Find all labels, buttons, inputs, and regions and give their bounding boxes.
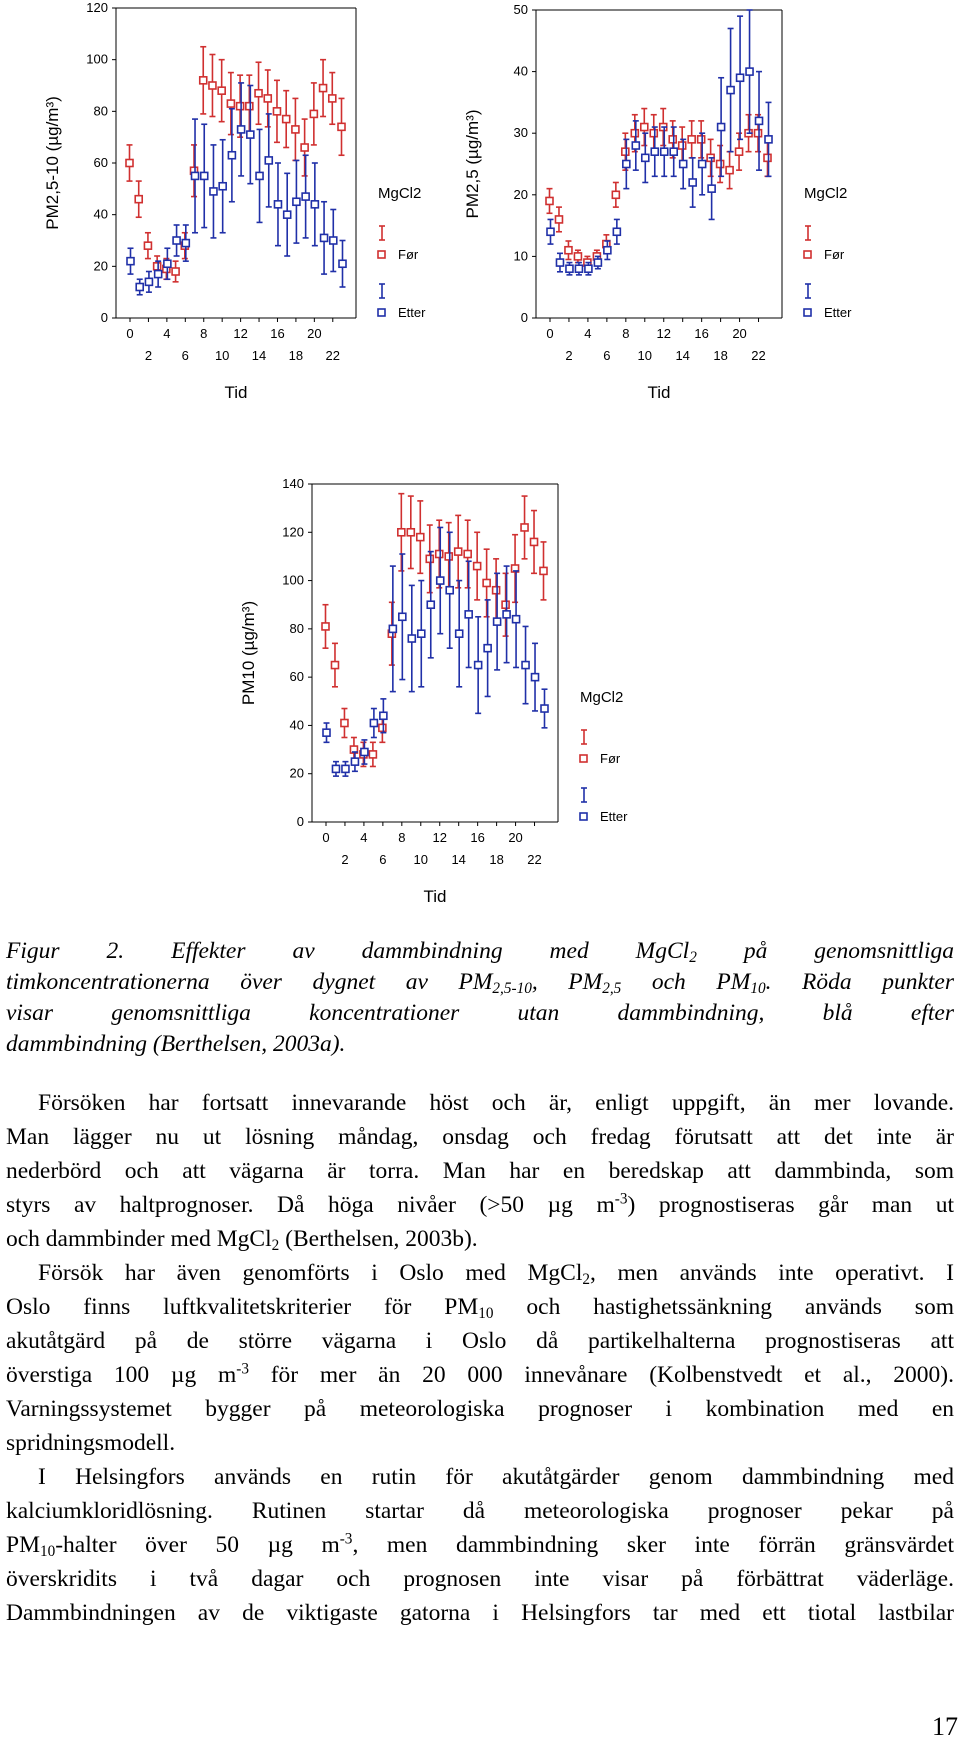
legend-title: MgCl2	[580, 689, 624, 706]
data-point	[246, 103, 253, 110]
x-tick-label: 0	[126, 326, 134, 341]
legend-label: Før	[824, 247, 845, 262]
data-point	[483, 579, 490, 586]
data-point	[540, 567, 547, 574]
data-point	[256, 172, 263, 179]
y-tick-label: 20	[93, 258, 108, 274]
y-tick-label: 0	[520, 310, 528, 325]
y-tick-label: 40	[513, 63, 528, 79]
data-point	[330, 237, 337, 244]
data-point	[651, 148, 658, 155]
x-tick-label: 4	[163, 326, 171, 341]
data-point	[541, 705, 548, 712]
data-point	[688, 136, 695, 143]
data-point	[389, 625, 396, 632]
data-point	[708, 185, 715, 192]
data-point	[379, 724, 386, 731]
x-tick-label: 14	[451, 852, 466, 867]
data-point	[192, 172, 199, 179]
data-point	[426, 555, 433, 562]
data-point	[726, 167, 733, 174]
y-tick-label: 20	[513, 186, 528, 202]
data-point	[436, 551, 443, 558]
data-point	[650, 130, 657, 137]
data-point	[594, 259, 601, 266]
data-point	[465, 611, 472, 618]
x-tick-label: 16	[694, 326, 709, 341]
data-point	[698, 136, 705, 143]
data-point	[219, 183, 226, 190]
data-point	[494, 618, 501, 625]
legend-title: MgCl2	[804, 185, 848, 202]
x-tick-label: 0	[322, 830, 330, 845]
data-point	[361, 748, 368, 755]
y-tick-label: 30	[513, 125, 528, 141]
p3-line-1: I Helsingfors används en rutin för akutåtgärder genom dammbindning med	[38, 1464, 954, 1490]
data-point	[532, 674, 539, 681]
x-tick-label: 10	[214, 348, 230, 363]
x-tick-label: 22	[325, 348, 341, 363]
x-axis-label: Tid	[224, 383, 248, 402]
data-point	[321, 234, 328, 241]
data-point	[641, 124, 648, 131]
data-point	[437, 577, 444, 584]
x-tick-label: 2	[144, 348, 153, 363]
data-point	[283, 116, 290, 123]
data-point	[575, 265, 582, 272]
data-point	[475, 662, 482, 669]
legend-marker	[804, 251, 811, 258]
data-point	[274, 201, 281, 208]
x-tick-label: 10	[637, 348, 653, 363]
pm25-chart	[463, 0, 960, 460]
x-tick-label: 14	[251, 348, 267, 363]
p1-line-4: styrs av haltprognoser. Då höga nivåer (>50 µg $m^{-3}$) prognostiseras går man ut	[6, 1190, 954, 1218]
data-point	[210, 188, 217, 195]
data-point	[155, 271, 162, 278]
x-tick-label: 6	[379, 852, 387, 867]
x-axis-label: Tid	[647, 383, 671, 402]
caption-line-3: visar genomsnittliga koncentrationer utan dammbindning, blå efter	[6, 1000, 954, 1026]
data-point	[717, 161, 724, 168]
p2-line-2: Oslo finns luftkvalitetskriterier för $PM_{10}$ och hastighetssänkning används som	[6, 1294, 954, 1322]
y-tick-label: 50	[513, 2, 528, 17]
x-tick-label: 18	[713, 348, 728, 363]
data-point	[502, 601, 509, 608]
data-point	[342, 765, 349, 772]
data-point	[322, 623, 329, 630]
data-point	[338, 123, 345, 130]
series-Før	[322, 494, 547, 767]
data-point	[755, 130, 762, 137]
x-tick-label: 6	[603, 348, 611, 363]
data-point	[427, 601, 434, 608]
data-point	[145, 278, 152, 285]
data-point	[264, 95, 271, 102]
x-tick-label: 14	[675, 348, 690, 363]
legend-marker	[378, 251, 385, 258]
x-axis-label: Tid	[423, 887, 447, 906]
data-point	[585, 265, 592, 272]
data-point	[127, 258, 134, 265]
data-point	[399, 613, 406, 620]
p2-line-4: överstiga 100 µg $m^{-3}$ för mer än 20 000 innevånare (Kolbenstvedt et al., 2000).	[6, 1360, 954, 1388]
data-point	[522, 662, 529, 669]
p1-line-5: och dammbinder med MgCl$_2$ (Berthelsen, 2003b).	[6, 1226, 478, 1254]
data-point	[302, 193, 309, 200]
data-point	[764, 154, 771, 161]
legend-marker	[580, 755, 587, 762]
x-tick-label: 4	[584, 326, 592, 341]
data-point	[339, 260, 346, 267]
y-tick-label: 100	[86, 51, 108, 67]
legend-label: Før	[600, 751, 621, 766]
y-tick-label: 0	[296, 814, 304, 829]
data-point	[455, 548, 462, 555]
body-text	[6, 1086, 954, 1630]
data-point	[736, 148, 743, 155]
x-tick-label: 16	[470, 830, 485, 845]
y-tick-label: 40	[289, 717, 304, 733]
x-tick-label: 12	[432, 830, 447, 845]
p3-line-3: $PM_{10}$-halter över 50 µg $m^{-3}$, men dammbindning sker inte förrän gränsvärdet	[6, 1530, 954, 1560]
legend-label: Etter	[398, 305, 426, 320]
data-point	[632, 142, 639, 149]
y-axis-label: PM2,5 (µg/m³)	[463, 109, 482, 219]
data-point	[380, 712, 387, 719]
series-Etter	[547, 10, 772, 275]
data-point	[445, 553, 452, 560]
y-tick-label: 60	[93, 155, 108, 170]
data-point	[228, 152, 235, 159]
data-point	[642, 154, 649, 161]
x-tick-label: 22	[527, 852, 542, 867]
y-tick-label: 80	[289, 620, 304, 636]
data-point	[154, 263, 161, 270]
data-point	[418, 630, 425, 637]
x-tick-label: 0	[546, 326, 554, 341]
x-tick-label: 22	[751, 348, 766, 363]
y-tick-label: 10	[513, 248, 528, 264]
x-tick-label: 12	[656, 326, 671, 341]
data-point	[369, 751, 376, 758]
x-tick-label: 18	[489, 852, 504, 867]
p3-line-4: överskridits i två dagar och prognosen inte visar på förbättrat väderläge.	[6, 1566, 954, 1592]
data-point	[464, 551, 471, 558]
data-point	[292, 126, 299, 133]
page-number: 17	[932, 1712, 958, 1741]
x-tick-label: 4	[360, 830, 368, 845]
data-point	[756, 117, 763, 124]
x-tick-label: 12	[233, 326, 248, 341]
data-point	[555, 216, 562, 223]
p2-line-5: Varningssystemet bygger på meteorologiska prognoser i kombination med en	[6, 1396, 954, 1422]
y-tick-label: 0	[100, 310, 108, 325]
legend-marker	[580, 813, 587, 820]
x-tick-label: 18	[288, 348, 304, 363]
y-tick-label: 20	[289, 765, 304, 781]
data-point	[265, 157, 272, 164]
pm25-10-chart	[0, 0, 480, 460]
data-point	[612, 191, 619, 198]
data-point	[493, 587, 500, 594]
data-point	[200, 77, 207, 84]
legend-marker	[804, 309, 811, 316]
caption-line-4: dammbindning (Berthelsen, 2003a).	[6, 1031, 346, 1057]
data-point	[273, 108, 280, 115]
data-point	[513, 616, 520, 623]
data-point	[565, 247, 572, 254]
data-point	[670, 148, 677, 155]
data-point	[173, 237, 180, 244]
data-point	[398, 529, 405, 536]
data-point	[255, 90, 262, 97]
data-point	[218, 87, 225, 94]
data-point	[531, 538, 538, 545]
caption-line-1: Figur 2. Effekter av dammbindning med MgCl$_2$ på genomsnittliga	[6, 938, 954, 966]
data-point	[661, 148, 668, 155]
data-point	[765, 136, 772, 143]
data-point	[284, 211, 291, 218]
data-point	[503, 611, 510, 618]
data-point	[680, 161, 687, 168]
data-point	[407, 529, 414, 536]
data-point	[631, 130, 638, 137]
data-point	[679, 142, 686, 149]
data-point	[737, 74, 744, 81]
data-point	[320, 85, 327, 92]
data-point	[331, 662, 338, 669]
x-tick-label: 16	[270, 326, 285, 341]
data-point	[566, 265, 573, 272]
data-point	[370, 720, 377, 727]
data-point	[341, 720, 348, 727]
legend-label: Etter	[600, 809, 628, 824]
y-tick-label: 80	[93, 103, 108, 119]
data-point	[669, 136, 676, 143]
data-point	[408, 635, 415, 642]
y-tick-label: 120	[282, 524, 304, 540]
data-point	[311, 201, 318, 208]
legend-label: Etter	[824, 305, 852, 320]
x-tick-label: 20	[508, 830, 523, 845]
data-point	[574, 253, 581, 260]
p3-line-5: Dammbindningen av de viktigaste gatorna i Helsingfors tar med ett tiotal lastbilar	[6, 1600, 954, 1626]
series-Før	[546, 109, 771, 269]
y-tick-label: 100	[282, 572, 304, 588]
data-point	[310, 110, 317, 117]
data-point	[689, 179, 696, 186]
y-tick-label: 40	[93, 206, 108, 222]
data-point	[201, 172, 208, 179]
x-tick-label: 6	[181, 348, 189, 363]
data-point	[238, 126, 245, 133]
data-point	[484, 645, 491, 652]
x-tick-label: 8	[622, 326, 630, 341]
data-point	[547, 228, 554, 235]
data-point	[323, 729, 330, 736]
data-point	[623, 161, 630, 168]
data-point	[613, 228, 620, 235]
p3-line-2: kalciumkloridlösning. Rutinen startar då meteorologiska prognoser pekar på	[6, 1498, 954, 1524]
data-point	[182, 240, 189, 247]
p1-line-2: Man lägger nu ut lösning måndag, onsdag och fredag förutsatt att det inte är	[6, 1124, 954, 1150]
data-point	[604, 247, 611, 254]
data-point	[727, 87, 734, 94]
data-point	[546, 197, 553, 204]
data-point	[136, 284, 143, 291]
data-point	[556, 259, 563, 266]
x-tick-label: 2	[341, 852, 349, 867]
data-point	[699, 161, 706, 168]
data-point	[329, 95, 336, 102]
x-tick-label: 2	[565, 348, 573, 363]
x-tick-label: 20	[732, 326, 747, 341]
y-tick-label: 60	[289, 669, 304, 685]
series-Før	[126, 47, 345, 282]
p1-line-1: Försöken har fortsatt innevarande höst och är, enligt uppgift, än mer lovande.	[38, 1090, 954, 1116]
data-point	[746, 68, 753, 75]
y-axis-label: PM10 (µg/m³)	[239, 600, 258, 706]
data-point	[718, 124, 725, 131]
p2-line-1: Försök har även genomförts i Oslo med MgCl$_2$, men används inte operativt. I	[38, 1260, 954, 1288]
y-axis-label: PM2,5-10 (µg/m³)	[43, 96, 62, 230]
x-tick-label: 8	[200, 326, 208, 341]
x-tick-label: 20	[307, 326, 322, 341]
p2-line-3: akutåtgärd på de större vägarna i Oslo då partikelhalterna prognostiseras att	[6, 1328, 954, 1354]
data-point	[144, 242, 151, 249]
data-point	[622, 148, 629, 155]
data-point	[126, 160, 133, 167]
x-tick-label: 10	[413, 852, 429, 867]
caption-line-2: timkoncentrationerna över dygnet av $PM_{2,5-10}$, $PM_{2,5}$ och $PM_{10}$. Röda punkter	[6, 969, 954, 997]
figure-caption	[6, 936, 954, 1060]
data-point	[446, 587, 453, 594]
data-point	[332, 765, 339, 772]
pm10-chart	[240, 470, 720, 930]
data-point	[164, 260, 171, 267]
data-point	[474, 563, 481, 570]
x-tick-label: 8	[398, 830, 406, 845]
p1-line-3: nederbörd och att vägarna är torra. Man har en beredskap att dammbinda, som	[6, 1158, 954, 1184]
y-tick-label: 120	[86, 0, 108, 15]
data-point	[417, 534, 424, 541]
y-tick-label: 140	[282, 476, 304, 491]
data-point	[301, 144, 308, 151]
data-point	[521, 524, 528, 531]
data-point	[135, 196, 142, 203]
data-point	[172, 268, 179, 275]
p2-line-6: spridningsmodell.	[6, 1430, 176, 1456]
legend-marker	[378, 309, 385, 316]
data-point	[237, 103, 244, 110]
data-point	[209, 82, 216, 89]
data-point	[456, 630, 463, 637]
data-point	[293, 198, 300, 205]
legend-label: Før	[398, 247, 419, 262]
data-point	[351, 758, 358, 765]
legend-title: MgCl2	[378, 185, 422, 202]
data-point	[247, 131, 254, 138]
data-point	[227, 100, 234, 107]
